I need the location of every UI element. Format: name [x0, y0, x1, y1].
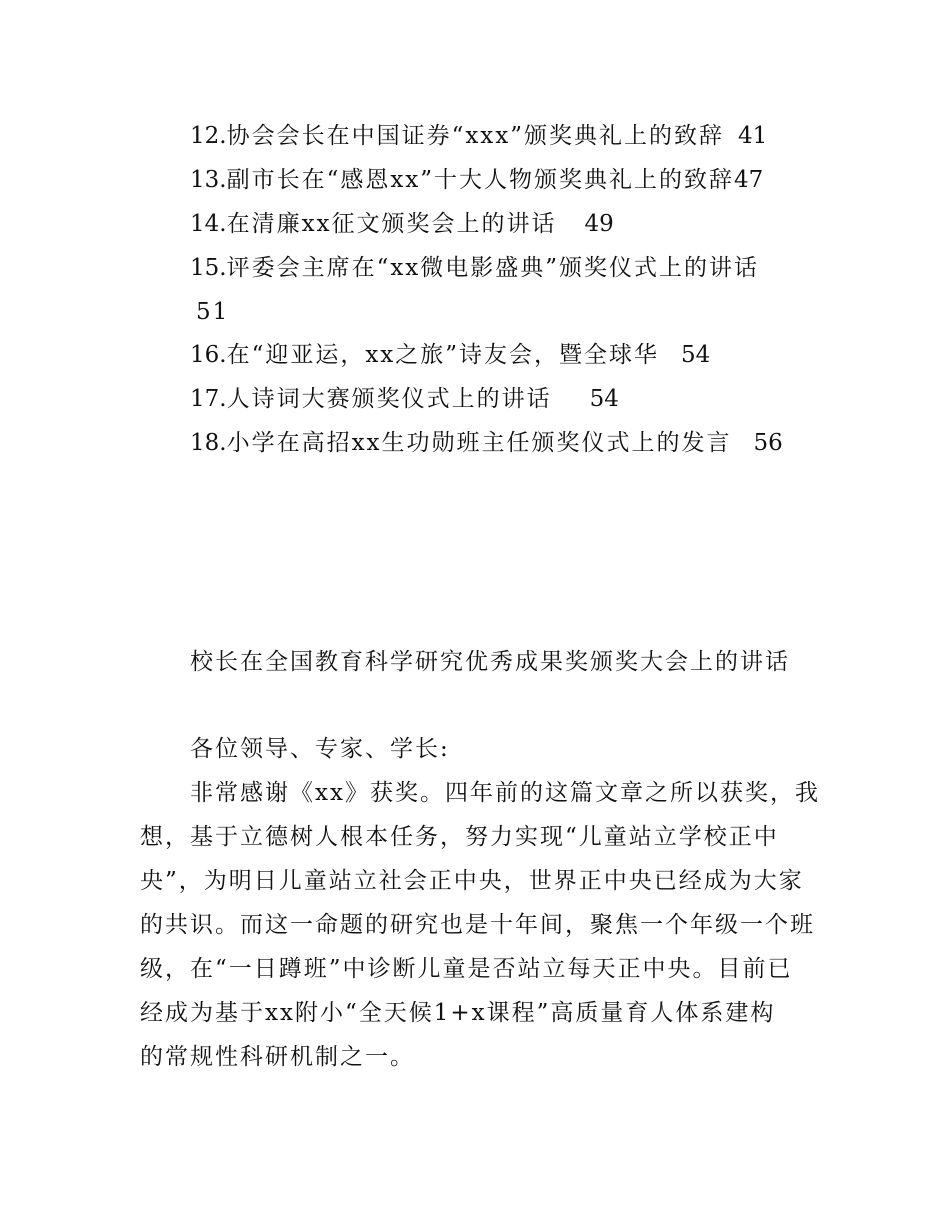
toc-item-page-wrapped: 51 [196, 299, 230, 325]
toc-item-page: 47 [734, 167, 764, 193]
paragraph-line: 的常规性科研机制之一。 [140, 1044, 415, 1070]
toc-item-page: 54 [681, 342, 711, 368]
toc-item-page: 41 [738, 123, 768, 149]
toc-item-title: 在清廉xx征文颁奖会上的讲话 [226, 211, 557, 237]
toc-item-title: 在“迎亚运，xx之旅”诗友会，暨全球华 [226, 342, 660, 368]
toc-item[interactable] [190, 340, 710, 370]
paragraph-line: 想，基于立德树人根本任务，努力实现“儿童站立学校正中 [140, 824, 779, 850]
toc-item[interactable] [190, 121, 767, 151]
paragraph-line: 级，在“一日蹲班”中诊断儿童是否站立每天正中央。目前已 [140, 956, 793, 982]
toc-item-number: 15. [190, 255, 227, 281]
toc-item-page: 49 [584, 211, 614, 237]
toc-item-page: 56 [753, 430, 783, 456]
toc-item[interactable] [190, 165, 763, 195]
toc-item-number: 17. [190, 386, 227, 412]
toc-item-number: 16. [190, 342, 227, 368]
toc-item-number: 12. [190, 123, 227, 149]
paragraph-line: 的共识。而这一命题的研究也是十年间，聚焦一个年级一个班 [140, 912, 815, 938]
toc-item-title: 副市长在“感恩xx”十大人物颁奖典礼上的致辞 [226, 167, 735, 193]
toc-item[interactable] [190, 209, 614, 239]
article-title: 校长在全国教育科学研究优秀成果奖颁奖大会上的讲话 [190, 649, 790, 675]
toc-item[interactable] [190, 384, 619, 414]
toc-item-number: 13. [190, 167, 227, 193]
toc-item[interactable] [190, 253, 759, 283]
toc-item-title: 人诗词大赛颁奖仪式上的讲话 [226, 386, 552, 412]
toc-item-title: 协会会长在中国证券“xxx”颁奖典礼上的致辞 [226, 123, 725, 149]
toc-item[interactable] [190, 428, 783, 458]
toc-item-number: 14. [190, 211, 227, 237]
toc-item-page: 54 [589, 386, 619, 412]
toc-item-title: 小学在高招xx生功勋班主任颁奖仪式上的发言 [226, 430, 732, 456]
toc-item-title: 评委会主席在“xx微电影盛典”颁奖仪式上的讲话 [226, 255, 760, 281]
salutation: 各位领导、专家、学长: [190, 736, 450, 762]
paragraph-line: 央”，为明日儿童站立社会正中央，世界正中央已经成为大家 [140, 868, 804, 894]
toc-item-number: 18. [190, 430, 227, 456]
paragraph-line: 经成为基于xx附小“全天候1+x课程”高质量育人体系建构 [140, 1000, 776, 1026]
paragraph-line: 非常感谢《xx》获奖。四年前的这篇文章之所以获奖，我 [190, 780, 820, 806]
